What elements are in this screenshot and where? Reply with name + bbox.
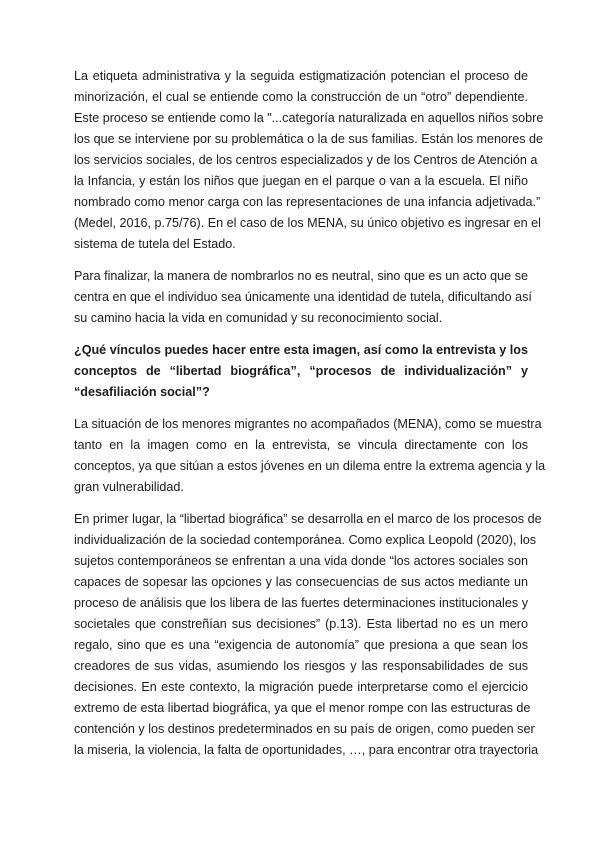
question-heading — [74, 340, 528, 403]
text-line: sujetos contemporáneos se enfrentan a una vida donde “los actores sociales son — [74, 554, 528, 568]
text-line: la Infancia, y están los niños que juegan en el parque o van a la escuela. El niño — [74, 174, 528, 188]
text-line: gran vulnerabilidad. — [74, 480, 184, 494]
text-line: “desafiliación social”? — [74, 385, 210, 399]
text-line: sistema de tutela del Estado. — [74, 237, 236, 251]
body-paragraph — [74, 509, 542, 761]
text-line: extremo de esta libertad biográfica, ya que el menor rompe con las estructuras de — [74, 701, 531, 715]
text-line: contención y los destinos predeterminados en su país de origen, como pueden ser — [74, 722, 535, 736]
text-line: creadores de sus vidas, asumiendo los riesgos y las responsabilidades de sus — [74, 659, 528, 673]
text-line: ¿Qué vínculos puedes hacer entre esta imagen, así como la entrevista y los — [74, 343, 528, 357]
text-line: decisiones. En este contexto, la migración puede interpretarse como el ejercicio — [74, 680, 528, 694]
text-line: su camino hacia la vida en comunidad y su reconocimiento social. — [74, 311, 443, 325]
body-paragraph — [74, 414, 546, 498]
text-line: individualización de la sociedad contemporánea. Como explica Leopold (2020), los — [74, 533, 537, 547]
document-page — [74, 66, 546, 772]
text-line: La situación de los menores migrantes no acompañados (MENA), como se muestra — [74, 417, 542, 431]
text-line: conceptos, ya que sitúan a estos jóvenes en un dilema entre la extrema agencia y la — [74, 459, 546, 473]
text-line: societales que constreñían sus decisiones” (p.13). Esta libertad no es un mero — [74, 617, 528, 631]
text-line: nombrado como menor carga con las representaciones de una infancia adjetivada.” — [74, 195, 541, 209]
text-line: Este proceso se entiende como la "...categoría naturalizada en aquellos niños sobre — [74, 111, 544, 125]
text-line: La etiqueta administrativa y la seguida estigmatización potencian el proceso de — [74, 69, 528, 83]
text-line: los servicios sociales, de los centros especializados y de los Centros de Atención a — [74, 153, 538, 167]
text-line: En primer lugar, la “libertad biográfica” se desarrolla en el marco de los procesos de — [74, 512, 542, 526]
text-line: Para finalizar, la manera de nombrarlos no es neutral, sino que es un acto que se — [74, 269, 528, 283]
text-line: los que se interviene por su problemática o la de sus familias. Están los menores de — [74, 132, 544, 146]
body-paragraph — [74, 66, 544, 255]
text-line: la miseria, la violencia, la falta de oportunidades, …, para encontrar otra trayectoria — [74, 743, 539, 757]
text-line: minorización, el cual se entiende como la construcción de un “otro” dependiente. — [74, 90, 528, 104]
text-line: centra en que el individuo sea únicamente una identidad de tutela, dificultando así — [74, 290, 532, 304]
text-line: regalo, sino que es una “exigencia de autonomía” que presiona a que sean los — [74, 638, 528, 652]
text-line: capaces de sopesar las opciones y las consecuencias de sus actos mediante un — [74, 575, 528, 589]
text-line: (Medel, 2016, p.75/76). En el caso de los MENA, su único objetivo es ingresar en el — [74, 216, 541, 230]
text-line: proceso de análisis que los libera de las fuertes determinaciones institucionales y — [74, 596, 528, 610]
body-paragraph — [74, 266, 532, 329]
text-line: tanto en la imagen como en la entrevista, se vincula directamente con los — [74, 438, 528, 452]
text-line: conceptos de “libertad biográfica”, “procesos de individualización” y — [74, 364, 528, 378]
